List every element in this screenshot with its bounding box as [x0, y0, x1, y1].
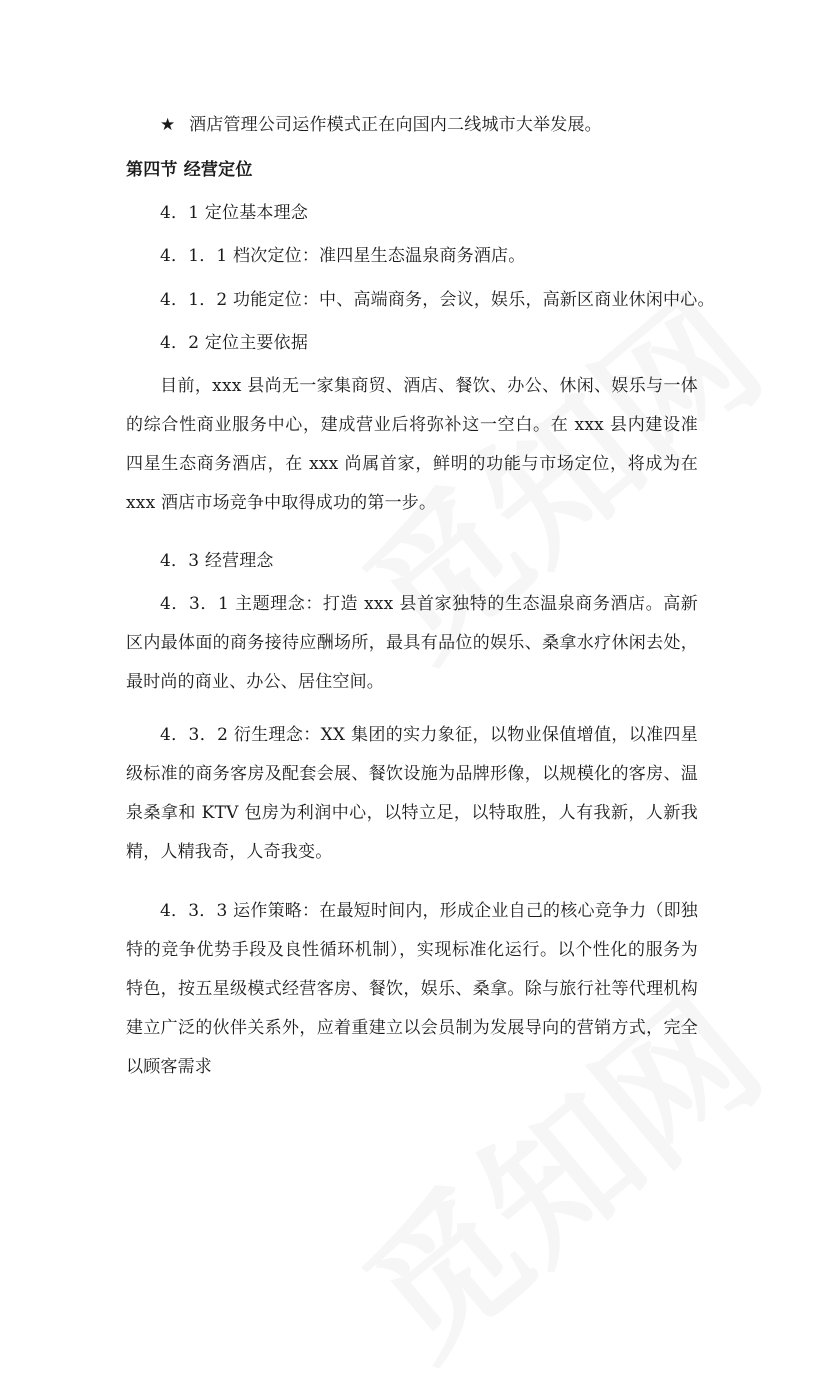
- bullet-text: 酒店管理公司运作模式正在向国内二线城市大举发展。: [189, 115, 602, 135]
- paragraph-strategy: [126, 892, 698, 1087]
- paragraph-theme: [126, 585, 698, 702]
- subsection-4-1: 4．1 定位基本理念: [160, 203, 309, 223]
- subsection-4-3: 4．3 经营理念: [160, 551, 274, 571]
- paragraph-basis-text: 目前，xxx 县尚无一家集商贸、酒店、餐饮、办公、休闲、娱乐与一体的综合性商业服务中心，建成营业后将弥补这一空白。在 xxx 县内建设准四星生态商务酒店，在 xxx 尚属首家，鲜明的功能与市场定位，将成为在 xxx 酒店市场竞争中取得成功的第一步。: [126, 376, 698, 513]
- item-4-1-1: 4．1．1 档次定位：准四星生态温泉商务酒店。: [160, 246, 526, 266]
- paragraph-strategy-text: 4．3．3 运作策略：在最短时间内，形成企业自己的核心竞争力（即独特的竞争优势手段及良性循环机制），实现标准化运行。以个性化的服务为特色，按五星级模式经营客房、餐饮，娱乐、桑拿。除与旅行社等代理机构建立广泛的伙伴关系外，应着重建立以会员制为发展导向的营销方式，完全以顾客需求: [126, 901, 698, 1077]
- star-icon: ★: [160, 115, 176, 135]
- item-4-1-2: 4．1．2 功能定位：中、高端商务，会议，娱乐，高新区商业休闲中心。: [160, 290, 715, 310]
- paragraph-derived-text: 4．3．2 衍生理念：XX 集团的实力象征，以物业保值增值，以准四星级标准的商务客房及配套会展、餐饮设施为品牌形像，以规模化的客房、温泉桑拿和 KTV 包房为利润中心，以特立足，以特取胜，人有我新，人新我精，人精我奇，人奇我变。: [126, 725, 698, 862]
- paragraph-basis: [126, 367, 698, 523]
- paragraph-derived: [126, 716, 698, 872]
- paragraph-theme-text: 4．3．1 主题理念：打造 xxx 县首家独特的生态温泉商务酒店。高新区内最体面的商务接待应酬场所，最具有品位的娱乐、桑拿水疗休闲去处，最时尚的商业、办公、居住空间。: [126, 594, 698, 692]
- section-heading: 第四节 经营定位: [126, 160, 253, 180]
- bullet-line: [160, 115, 740, 135]
- subsection-4-2: 4．2 定位主要依据: [160, 333, 309, 353]
